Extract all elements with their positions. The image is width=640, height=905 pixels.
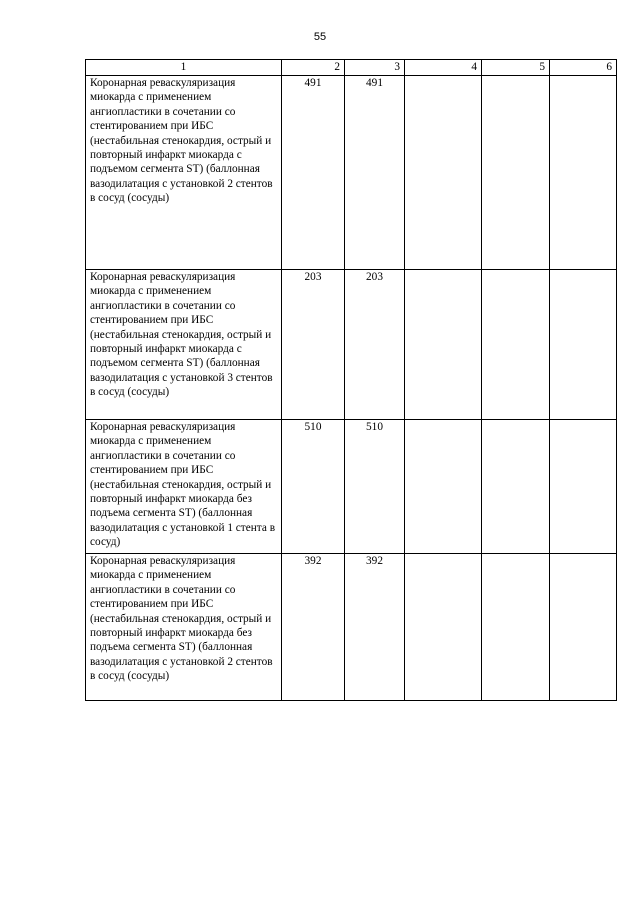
row-col-6 <box>550 420 617 554</box>
table-row <box>86 420 617 554</box>
row-col-4 <box>405 554 482 701</box>
row-col-2: 392 <box>282 554 345 701</box>
header-col-3: 3 <box>345 60 405 76</box>
row-col-4 <box>405 420 482 554</box>
row-col-3: 510 <box>345 420 405 554</box>
header-col-2: 2 <box>282 60 345 76</box>
page-number: 55 <box>313 31 327 43</box>
row-col-3: 392 <box>345 554 405 701</box>
header-col-1: 1 <box>86 60 282 76</box>
header-col-6: 6 <box>550 60 617 76</box>
row-col-5 <box>482 270 550 420</box>
row-description: Коронарная реваскуляризация миокарда с применением ангиопластики в сочетании со стентированием при ИБС (нестабильная стенокардия, острый и повторный инфаркт миокарда с подъемом сегмента ST) (баллонная вазодилатация с установкой 3 стентов в сосуд (сосуды) <box>86 270 282 420</box>
row-col-6 <box>550 270 617 420</box>
row-col-4 <box>405 76 482 270</box>
table-row <box>86 554 617 701</box>
row-col-5 <box>482 420 550 554</box>
row-col-5 <box>482 554 550 701</box>
row-col-6 <box>550 76 617 270</box>
table-body <box>86 76 617 701</box>
row-description: Коронарная реваскуляризация миокарда с применением ангиопластики в сочетании со стентированием при ИБС (нестабильная стенокардия, острый и повторный инфаркт миокарда без подъема сегмента ST) (баллонная вазодилатация с установкой 2 стентов в сосуд (сосуды) <box>86 554 282 701</box>
row-col-2: 203 <box>282 270 345 420</box>
row-description: Коронарная реваскуляризация миокарда с применением ангиопластики в сочетании со стентированием при ИБС (нестабильная стенокардия, острый и повторный инфаркт миокарда с подъемом сегмента ST) (баллонная вазодилатация с установкой 2 стентов в сосуд (сосуды) <box>86 76 282 270</box>
header-col-4: 4 <box>405 60 482 76</box>
row-col-2: 491 <box>282 76 345 270</box>
header-col-5: 5 <box>482 60 550 76</box>
row-col-4 <box>405 270 482 420</box>
row-col-2: 510 <box>282 420 345 554</box>
table-row <box>86 76 617 270</box>
row-col-3: 203 <box>345 270 405 420</box>
row-description: Коронарная реваскуляризация миокарда с применением ангиопластики в сочетании со стентированием при ИБС (нестабильная стенокардия, острый и повторный инфаркт миокарда без подъема сегмента ST) (баллонная вазодилатация с установкой 1 стента в сосуд) <box>86 420 282 554</box>
data-table <box>85 59 617 701</box>
table-header <box>86 60 617 76</box>
header-row <box>86 60 617 76</box>
row-col-3: 491 <box>345 76 405 270</box>
row-col-6 <box>550 554 617 701</box>
row-col-5 <box>482 76 550 270</box>
table-row <box>86 270 617 420</box>
